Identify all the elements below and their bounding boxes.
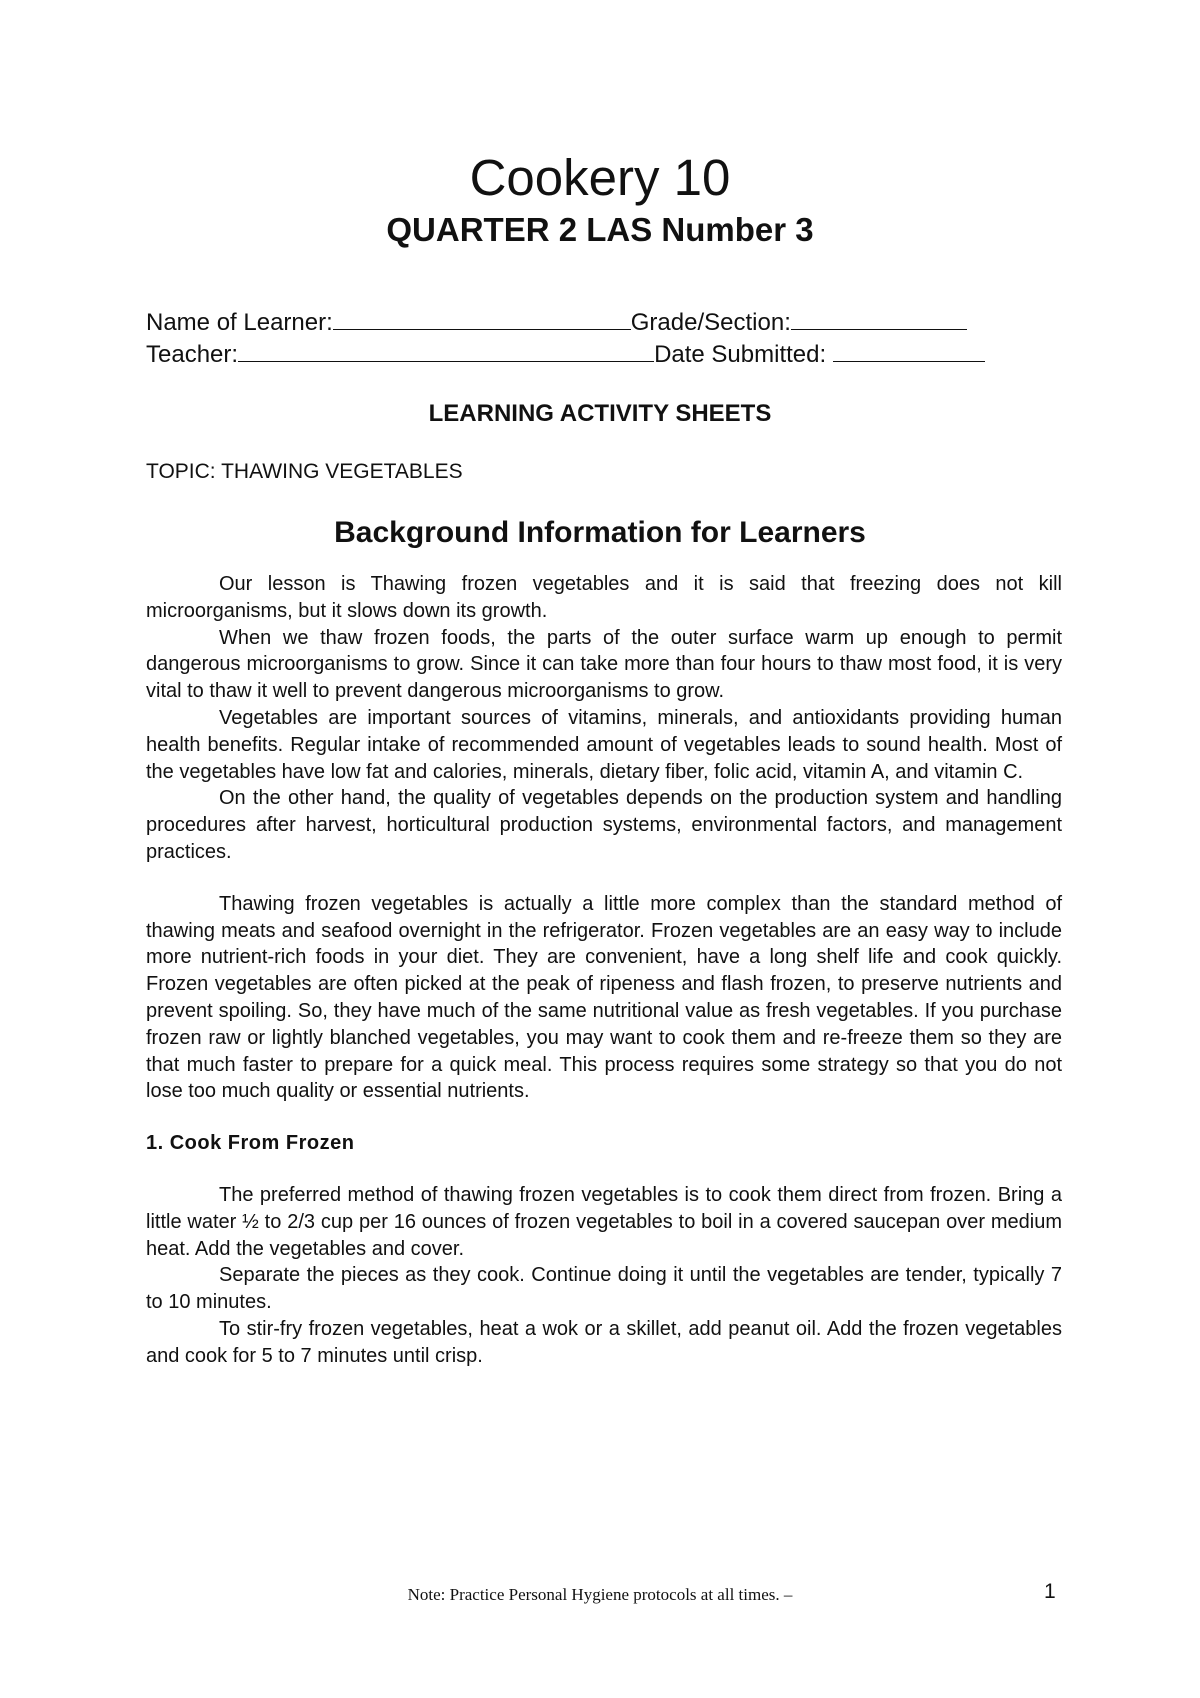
learner-info-row — [146, 307, 1046, 338]
background-paragraph: Thawing frozen vegetables is actually a little more complex than the standard method of thawing meats and seafood overnight in the refrigerator. Frozen vegetables are an easy way to include more nutrient-rich foods in your diet. They are convenient, have a long shelf life and cook quickly. Frozen vegetables are often picked at the peak of ripeness and flash frozen, to preserve nutrients and prevent spoiling. So, they have much of the same nutritional value as fresh vegetables. If you purchase frozen raw or lightly blanched vegetables, you may want to cook them and re-freeze them so they are that much faster to prepare for a quick meal. This process requires some strategy so that you do not lose too much quality or essential nutrients. — [146, 892, 1062, 1103]
learning-activity-sheets-heading: LEARNING ACTIVITY SHEETS — [428, 400, 772, 427]
footer-note: Note: Practice Personal Hygiene protocols at all times. – — [407, 1585, 793, 1604]
document-title: Cookery 10 — [469, 149, 731, 206]
name-of-learner-label: Name of Learner: — [146, 309, 333, 336]
date-submitted-label: Date Submitted: — [654, 341, 833, 368]
background-paragraph: Our lesson is Thawing frozen vegetables and it is said that freezing does not kill microorganisms, but it slows down its growth. — [146, 573, 1062, 622]
section-paragraph: To stir-fry frozen vegetables, heat a wok or a skillet, add peanut oil. Add the frozen vegetables and cook for 5 to 7 minutes until crisp. — [146, 1317, 1062, 1367]
section-paragraph: Separate the pieces as they cook. Continue doing it until the vegetables are tender, typically 7 to 10 minutes. — [146, 1264, 1062, 1314]
background-paragraph: Vegetables are important sources of vitamins, minerals, and antioxidants providing human health benefits. Regular intake of recommended amount of vegetables leads to sound health. Most of the vegetables have low fat and calories, minerals, dietary fiber, folic acid, vitamin A, and vitamin C. — [146, 706, 1062, 783]
background-paragraph: When we thaw frozen foods, the parts of the outer surface warm up enough to permit dangerous microorganisms to grow. Since it can take more than four hours to thaw most food, it is very vital to thaw it well to prevent dangerous microorganisms to grow. — [146, 626, 1062, 703]
grade-section-label: Grade/Section: — [630, 309, 791, 336]
teacher-blank[interactable] — [238, 339, 654, 362]
date-submitted-blank[interactable] — [833, 339, 985, 362]
section-paragraph: The preferred method of thawing frozen vegetables is to cook them direct from frozen. Bring a little water ½ to 2/3 cup per 16 ounces of frozen vegetables to boil in a covered saucepan over medium heat. Add the vegetables and cover. — [146, 1183, 1062, 1260]
page-number: 1 — [1044, 1580, 1056, 1603]
document-body — [146, 571, 1062, 1370]
background-paragraph: On the other hand, the quality of vegetables depends on the production system and handling procedures after harvest, horticultural production systems, environmental factors, and management practices. — [146, 787, 1062, 863]
paragraph-gap — [146, 1105, 1062, 1130]
name-of-learner-blank[interactable] — [333, 307, 631, 330]
paragraph-gap — [146, 866, 1062, 891]
grade-section-blank[interactable] — [791, 307, 967, 330]
teacher-label: Teacher: — [146, 341, 239, 368]
section-heading-cook-from-frozen: 1. Cook From Frozen — [146, 1132, 355, 1155]
paragraph-gap — [146, 1157, 1062, 1182]
background-heading: Background Information for Learners — [334, 516, 866, 549]
topic-line: TOPIC: THAWING VEGETABLES — [146, 460, 463, 483]
document-subtitle: QUARTER 2 LAS Number 3 — [386, 211, 814, 248]
teacher-info-row — [146, 339, 1046, 370]
